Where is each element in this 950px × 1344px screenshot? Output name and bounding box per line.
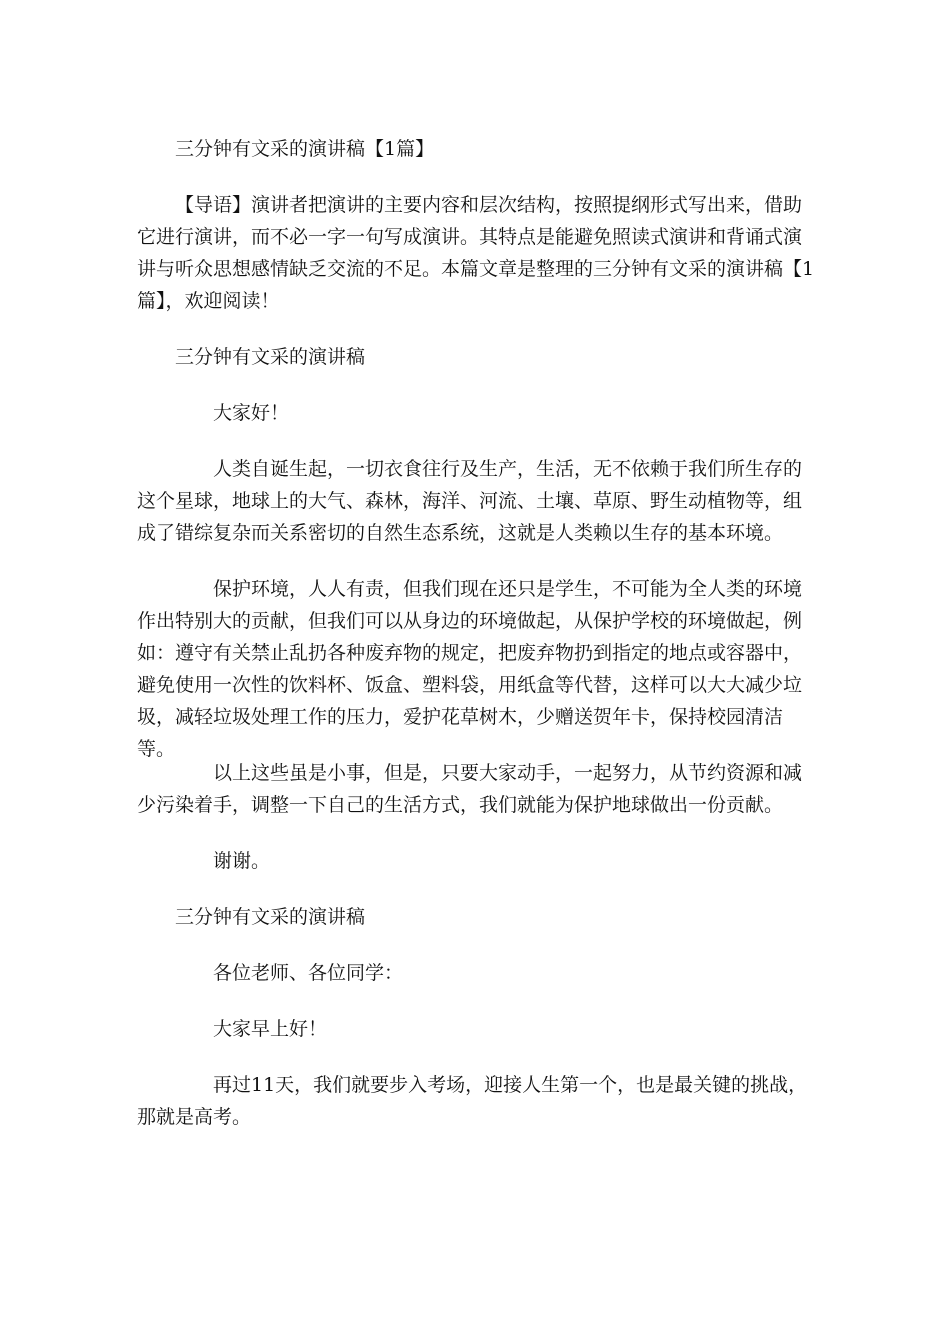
section-2-salutation: 各位老师、各位同学： (213, 962, 404, 984)
section-1-closing: 谢谢。 (213, 850, 271, 872)
section-1-paragraph-3: 以上这些虽是小事，但是，只要大家动手，一起努力，从节约资源和减少污染着手，调整一下自己的生活方式，我们就能为保护地球做出一份贡献。 (137, 762, 803, 816)
document-title: 三分钟有文采的演讲稿【1篇】 (175, 138, 435, 160)
section-1-paragraph-2: 保护环境，人人有责，但我们现在还只是学生，不可能为全人类的环境作出特别大的贡献，但我们可以从身边的环境做起，从保护学校的环境做起，例如：遵守有关禁止乱扔各种废弃物的规定，把废弃物扔到指定的地点或容器中，避免使用一次性的饮料杯、饭盒、塑料袋，用纸盒等代替，这样可以大大减少垃圾，减轻垃圾处理工作的压力，爱护花草树木，少赠送贺年卡，保持校园清洁等。 (137, 578, 803, 760)
section-1-paragraph-1: 人类自诞生起，一切衣食往行及生产，生活，无不依赖于我们所生存的这个星球，地球上的大气、森林，海洋、河流、土壤、草原、野生动植物等，组成了错综复杂而关系密切的自然生态系统，这就是人类赖以生存的基本环境。 (137, 458, 803, 544)
section-1-heading: 三分钟有文采的演讲稿 (175, 346, 366, 368)
section-1-greeting: 大家好！ (213, 402, 290, 424)
section-2-greeting: 大家早上好！ (213, 1018, 328, 1040)
section-2-heading: 三分钟有文采的演讲稿 (175, 906, 366, 928)
section-2-paragraph-1: 再过11天，我们就要步入考场，迎接人生第一个，也是最关键的挑战，那就是高考。 (137, 1074, 808, 1128)
intro-paragraph: 【导语】演讲者把演讲的主要内容和层次结构，按照提纲形式写出来，借助它进行演讲，而不必一字一句写成演讲。其特点是能避免照读式演讲和背诵式演讲与听众思想感情缺乏交流的不足。本篇文章是整理的三分钟有文采的演讲稿【1篇】，欢迎阅读！ (137, 194, 815, 312)
